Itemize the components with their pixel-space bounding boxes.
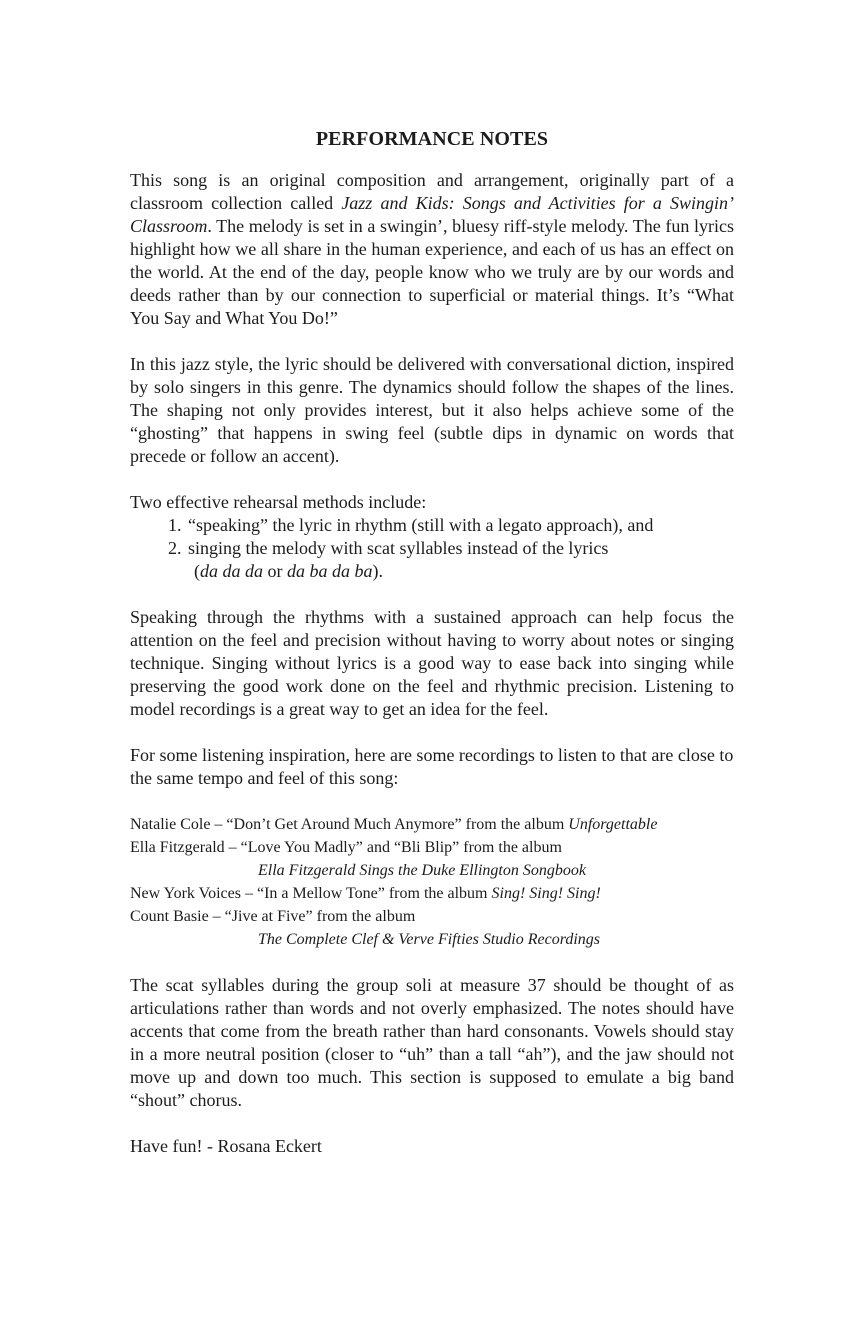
recording-album-line: [130, 928, 734, 951]
listening-paragraph: For some listening inspiration, here are some recordings to listen to that are close to the same tempo and feel of this song:: [130, 745, 734, 788]
or-text: or: [263, 561, 287, 581]
scat-example-2: da ba da ba: [287, 561, 373, 581]
methods-intro: Two effective rehearsal methods include:: [130, 492, 427, 512]
intro-text-end: . The melody is set in a swingin’, bluesy riff-style melody. The fun lyrics highlight how we all share in the human experience, and each of us has an effect on the world. At the end of the day, people know who we truly are by our words and deeds rather than by our connection to superficial or material things. It’s “What You Say and What You Do!”: [130, 216, 734, 328]
recording-album-line: [130, 859, 734, 882]
paren-open: (: [194, 561, 200, 581]
method-number: 2.: [168, 538, 182, 558]
recording-text: Count Basie – “Jive at Five” from the album: [130, 908, 416, 925]
method-item: [130, 537, 734, 560]
rhythm-paragraph: Speaking through the rhythms with a sustained approach can help focus the attention on the feel and precision without having to worry about notes or singing technique. Singing without lyrics is a good way to ease back into singing while preserving the good work done on the feel and rhythmic precision. Listening to model recordings is a great way to get an idea for the feel.: [130, 607, 734, 719]
spacer: [130, 790, 734, 813]
book-title: Jazz and Kids: Songs and Activities for a Swingin’ Classroom: [130, 193, 734, 236]
album-title: Ella Fitzgerald Sings the Duke Ellington Songbook: [258, 862, 586, 879]
recording-text: New York Voices – “In a Mellow Tone” from the album: [130, 885, 492, 902]
scat-paragraph: The scat syllables during the group soli at measure 37 should be thought of as articulations rather than words and not overly emphasized. The notes should have accents that come from the breath rather than hard consonants. Vowels should stay in a more neutral position (closer to “uh” than a tall “ah”), and the jaw should not move up and down too much. This section is supposed to emulate a big band “shout” chorus.: [130, 975, 734, 1110]
style-paragraph: In this jazz style, the lyric should be delivered with conversational diction, inspired by solo singers in this genre. The dynamics should follow the shapes of the lines. The shaping not only provides interest, but it also helps achieve some of the “ghosting” that happens in swing feel (subtle dips in dynamic on words that precede or follow an accent).: [130, 354, 734, 466]
method-item-continuation: [130, 560, 734, 583]
method-text: “speaking” the lyric in rhythm (still with a legato approach), and: [188, 515, 654, 535]
album-title: The Complete Clef & Verve Fifties Studio Recordings: [258, 931, 601, 948]
document-page: [130, 127, 734, 1158]
recordings-list: [130, 813, 734, 951]
method-item: [130, 514, 734, 537]
recording-item: [130, 882, 734, 905]
method-number: 1.: [168, 515, 182, 535]
method-text: singing the melody with scat syllables instead of the lyrics: [188, 538, 609, 558]
intro-text-start: This song is an original composition and arrangement, originally part of a classroom collection called: [130, 170, 734, 213]
spacer: [130, 583, 734, 606]
recording-text: Natalie Cole – “Don’t Get Around Much Anymore” from the album: [130, 816, 569, 833]
spacer: [130, 1112, 734, 1135]
recording-text: Ella Fitzgerald – “Love You Madly” and “Bli Blip” from the album: [130, 839, 562, 856]
signoff: Have fun! - Rosana Eckert: [130, 1136, 322, 1156]
album-title: Sing! Sing! Sing!: [491, 885, 601, 902]
paren-close: ).: [372, 561, 383, 581]
recording-item: [130, 836, 734, 859]
methods-list: [130, 514, 734, 583]
intro-paragraph: [130, 169, 734, 330]
spacer: [130, 721, 734, 744]
album-title: Unforgettable: [568, 816, 658, 833]
recording-item: [130, 905, 734, 928]
page-title: PERFORMANCE NOTES: [315, 128, 549, 150]
spacer: [130, 468, 734, 491]
spacer: [130, 951, 734, 974]
recording-item: [130, 813, 734, 836]
scat-example-1: da da da: [200, 561, 263, 581]
spacer: [130, 330, 734, 353]
